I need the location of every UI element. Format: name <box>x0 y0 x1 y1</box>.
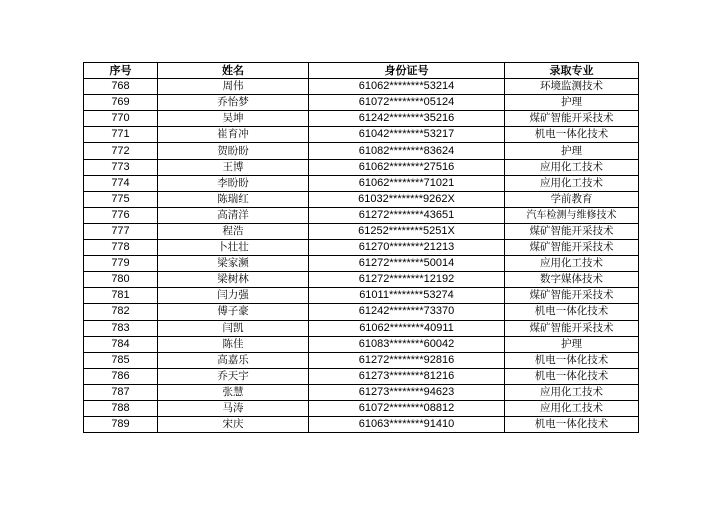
serial-number-cell: 782 <box>84 304 158 320</box>
id-number-cell: 61042********53217 <box>309 127 505 143</box>
admission-table <box>83 62 639 433</box>
major-cell: 护理 <box>505 143 639 159</box>
id-number-cell: 61273********94623 <box>309 384 505 400</box>
id-number-cell: 61032********9262X <box>309 191 505 207</box>
name-cell: 梁树林 <box>158 272 309 288</box>
table-row <box>84 400 639 416</box>
serial-number-cell: 769 <box>84 95 158 111</box>
id-number-cell: 61272********50014 <box>309 256 505 272</box>
name-cell: 陈佳 <box>158 336 309 352</box>
id-number-cell: 61273********81216 <box>309 368 505 384</box>
table-row <box>84 127 639 143</box>
table-row <box>84 417 639 433</box>
table-row <box>84 304 639 320</box>
serial-number-cell: 772 <box>84 143 158 159</box>
serial-number-cell: 776 <box>84 207 158 223</box>
id-number-cell: 61082********83624 <box>309 143 505 159</box>
serial-number-cell: 784 <box>84 336 158 352</box>
table-row <box>84 79 639 95</box>
name-cell: 梁家濒 <box>158 256 309 272</box>
id-number-cell: 61062********40911 <box>309 320 505 336</box>
header-row <box>84 63 639 79</box>
table-row <box>84 111 639 127</box>
table-row <box>84 207 639 223</box>
major-cell: 煤矿智能开采技术 <box>505 240 639 256</box>
table-row <box>84 368 639 384</box>
serial-number-cell: 780 <box>84 272 158 288</box>
name-cell: 马涛 <box>158 400 309 416</box>
major-cell: 护理 <box>505 95 639 111</box>
major-cell: 机电一体化技术 <box>505 417 639 433</box>
major-cell: 护理 <box>505 336 639 352</box>
table-row <box>84 384 639 400</box>
header-serial-number: 序号 <box>84 63 158 79</box>
major-cell: 应用化工技术 <box>505 256 639 272</box>
serial-number-cell: 785 <box>84 352 158 368</box>
name-cell: 王博 <box>158 159 309 175</box>
id-number-cell: 61083********60042 <box>309 336 505 352</box>
serial-number-cell: 775 <box>84 191 158 207</box>
id-number-cell: 61272********43651 <box>309 207 505 223</box>
serial-number-cell: 773 <box>84 159 158 175</box>
name-cell: 高嘉乐 <box>158 352 309 368</box>
major-cell: 应用化工技术 <box>505 175 639 191</box>
serial-number-cell: 786 <box>84 368 158 384</box>
major-cell: 环境监测技术 <box>505 79 639 95</box>
id-number-cell: 61242********73370 <box>309 304 505 320</box>
major-cell: 应用化工技术 <box>505 384 639 400</box>
major-cell: 机电一体化技术 <box>505 304 639 320</box>
name-cell: 吴坤 <box>158 111 309 127</box>
major-cell: 煤矿智能开采技术 <box>505 223 639 239</box>
name-cell: 高清洋 <box>158 207 309 223</box>
serial-number-cell: 788 <box>84 400 158 416</box>
major-cell: 应用化工技术 <box>505 400 639 416</box>
name-cell: 傅子豪 <box>158 304 309 320</box>
name-cell: 宋庆 <box>158 417 309 433</box>
name-cell: 卜壮壮 <box>158 240 309 256</box>
serial-number-cell: 781 <box>84 288 158 304</box>
id-number-cell: 61072********05124 <box>309 95 505 111</box>
name-cell: 陈瑞红 <box>158 191 309 207</box>
table-row <box>84 143 639 159</box>
serial-number-cell: 777 <box>84 223 158 239</box>
id-number-cell: 61062********53214 <box>309 79 505 95</box>
serial-number-cell: 771 <box>84 127 158 143</box>
name-cell: 张慧 <box>158 384 309 400</box>
name-cell: 闫凯 <box>158 320 309 336</box>
major-cell: 煤矿智能开采技术 <box>505 111 639 127</box>
major-cell: 应用化工技术 <box>505 159 639 175</box>
serial-number-cell: 778 <box>84 240 158 256</box>
serial-number-cell: 783 <box>84 320 158 336</box>
table-row <box>84 175 639 191</box>
major-cell: 机电一体化技术 <box>505 352 639 368</box>
serial-number-cell: 768 <box>84 79 158 95</box>
name-cell: 闫力强 <box>158 288 309 304</box>
table-row <box>84 352 639 368</box>
major-cell: 学前教育 <box>505 191 639 207</box>
table-row <box>84 223 639 239</box>
id-number-cell: 61270********21213 <box>309 240 505 256</box>
serial-number-cell: 770 <box>84 111 158 127</box>
id-number-cell: 61272********92816 <box>309 352 505 368</box>
id-number-cell: 61242********35216 <box>309 111 505 127</box>
major-cell: 煤矿智能开采技术 <box>505 288 639 304</box>
id-number-cell: 61011********53274 <box>309 288 505 304</box>
header-id-number: 身份证号 <box>309 63 505 79</box>
serial-number-cell: 774 <box>84 175 158 191</box>
name-cell: 崔育冲 <box>158 127 309 143</box>
major-cell: 煤矿智能开采技术 <box>505 320 639 336</box>
serial-number-cell: 789 <box>84 417 158 433</box>
id-number-cell: 61062********71021 <box>309 175 505 191</box>
name-cell: 周伟 <box>158 79 309 95</box>
name-cell: 程浩 <box>158 223 309 239</box>
table-row <box>84 288 639 304</box>
table-row <box>84 240 639 256</box>
table-row <box>84 95 639 111</box>
table-row <box>84 191 639 207</box>
major-cell: 汽车检测与维修技术 <box>505 207 639 223</box>
id-number-cell: 61272********12192 <box>309 272 505 288</box>
header-name: 姓名 <box>158 63 309 79</box>
name-cell: 乔怡梦 <box>158 95 309 111</box>
major-cell: 机电一体化技术 <box>505 368 639 384</box>
id-number-cell: 61062********27516 <box>309 159 505 175</box>
major-cell: 数字媒体技术 <box>505 272 639 288</box>
serial-number-cell: 787 <box>84 384 158 400</box>
header-major: 录取专业 <box>505 63 639 79</box>
table-row <box>84 320 639 336</box>
name-cell: 李盼盼 <box>158 175 309 191</box>
serial-number-cell: 779 <box>84 256 158 272</box>
table-body <box>84 79 639 433</box>
table-row <box>84 159 639 175</box>
table-row <box>84 336 639 352</box>
name-cell: 乔天宇 <box>158 368 309 384</box>
id-number-cell: 61072********08812 <box>309 400 505 416</box>
name-cell: 贺盼盼 <box>158 143 309 159</box>
id-number-cell: 61252********5251X <box>309 223 505 239</box>
id-number-cell: 61063********91410 <box>309 417 505 433</box>
major-cell: 机电一体化技术 <box>505 127 639 143</box>
table-row <box>84 256 639 272</box>
table-row <box>84 272 639 288</box>
